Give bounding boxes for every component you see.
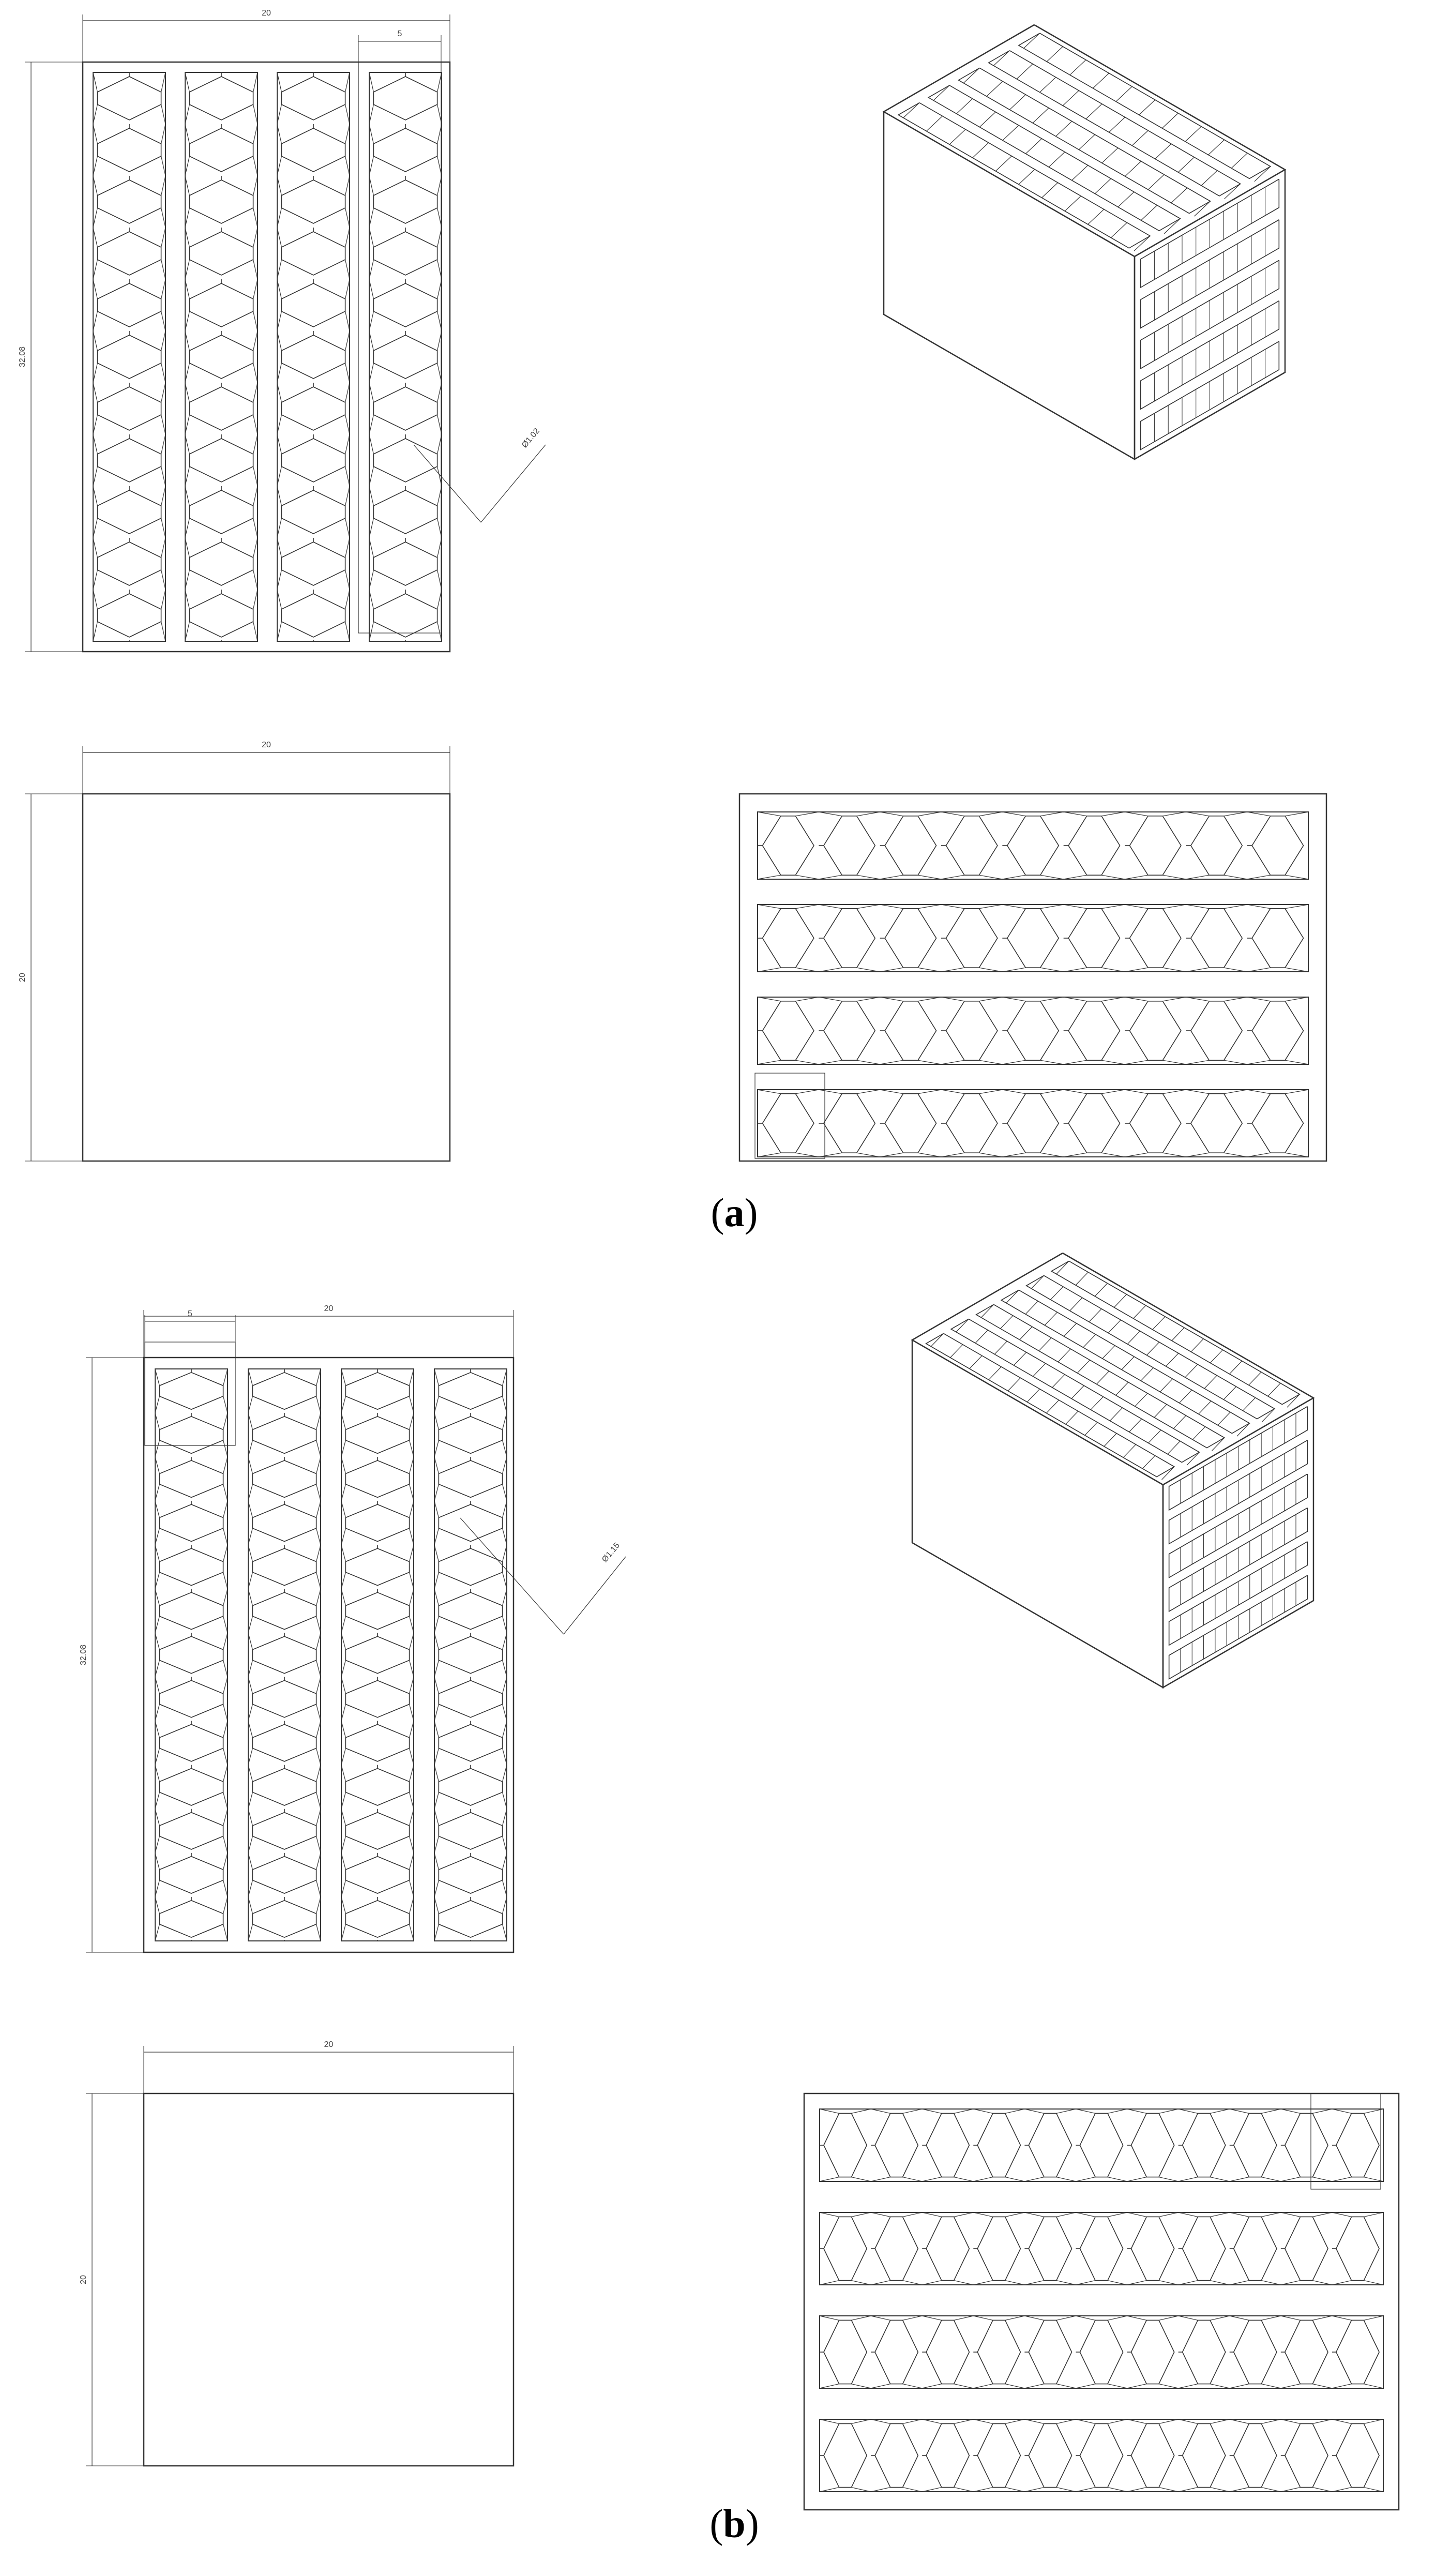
dimension-height: 32.08 bbox=[79, 1644, 88, 1666]
honeycomb-column bbox=[248, 1369, 321, 1941]
iso-view-a bbox=[884, 25, 1285, 459]
dimension-height: 32.08 bbox=[18, 346, 27, 368]
honeycomb-column bbox=[93, 72, 165, 641]
honeycomb-row bbox=[758, 812, 1308, 879]
caption-a: (a) bbox=[711, 1190, 758, 1235]
honeycomb-column bbox=[277, 72, 350, 641]
dimension-diameter: Ø1.02 bbox=[520, 426, 542, 450]
honeycomb-row bbox=[820, 2419, 1383, 2492]
dimension-width: 20 bbox=[324, 1304, 334, 1313]
dimension-height: 20 bbox=[18, 973, 27, 982]
iso-view-b bbox=[912, 1253, 1313, 1688]
side-view-a bbox=[739, 794, 1326, 1161]
dimension-cell: 5 bbox=[188, 1309, 192, 1318]
honeycomb-column bbox=[434, 1369, 507, 1941]
honeycomb-row bbox=[758, 997, 1308, 1064]
caption-b: (b) bbox=[709, 2501, 759, 2546]
dimension-cell: 5 bbox=[397, 29, 402, 38]
dimension-width: 20 bbox=[262, 9, 271, 18]
caption-a-letter: a bbox=[724, 1190, 745, 1235]
honeycomb-row bbox=[820, 2109, 1383, 2181]
front-view-a bbox=[18, 741, 450, 1161]
dimension-height: 20 bbox=[79, 2275, 88, 2284]
honeycomb-row bbox=[758, 905, 1308, 972]
panel-a bbox=[18, 9, 1326, 1161]
honeycomb-row bbox=[820, 2316, 1383, 2388]
honeycomb-column bbox=[155, 1369, 228, 1941]
caption-b-letter: b bbox=[723, 2501, 746, 2546]
top-view-a bbox=[18, 9, 546, 652]
honeycomb-column bbox=[341, 1369, 414, 1941]
honeycomb-column bbox=[185, 72, 258, 641]
dimension-width: 20 bbox=[324, 2040, 334, 2049]
dimension-diameter: Ø1.15 bbox=[600, 1541, 622, 1564]
top-view-b bbox=[79, 1304, 626, 1952]
honeycomb-column bbox=[369, 72, 442, 641]
honeycomb-row bbox=[758, 1090, 1308, 1157]
panel-b bbox=[79, 1253, 1399, 2510]
honeycomb-row bbox=[820, 2212, 1383, 2285]
side-view-b bbox=[804, 2093, 1399, 2510]
front-view-b bbox=[79, 2040, 513, 2466]
dimension-width: 20 bbox=[262, 741, 271, 749]
